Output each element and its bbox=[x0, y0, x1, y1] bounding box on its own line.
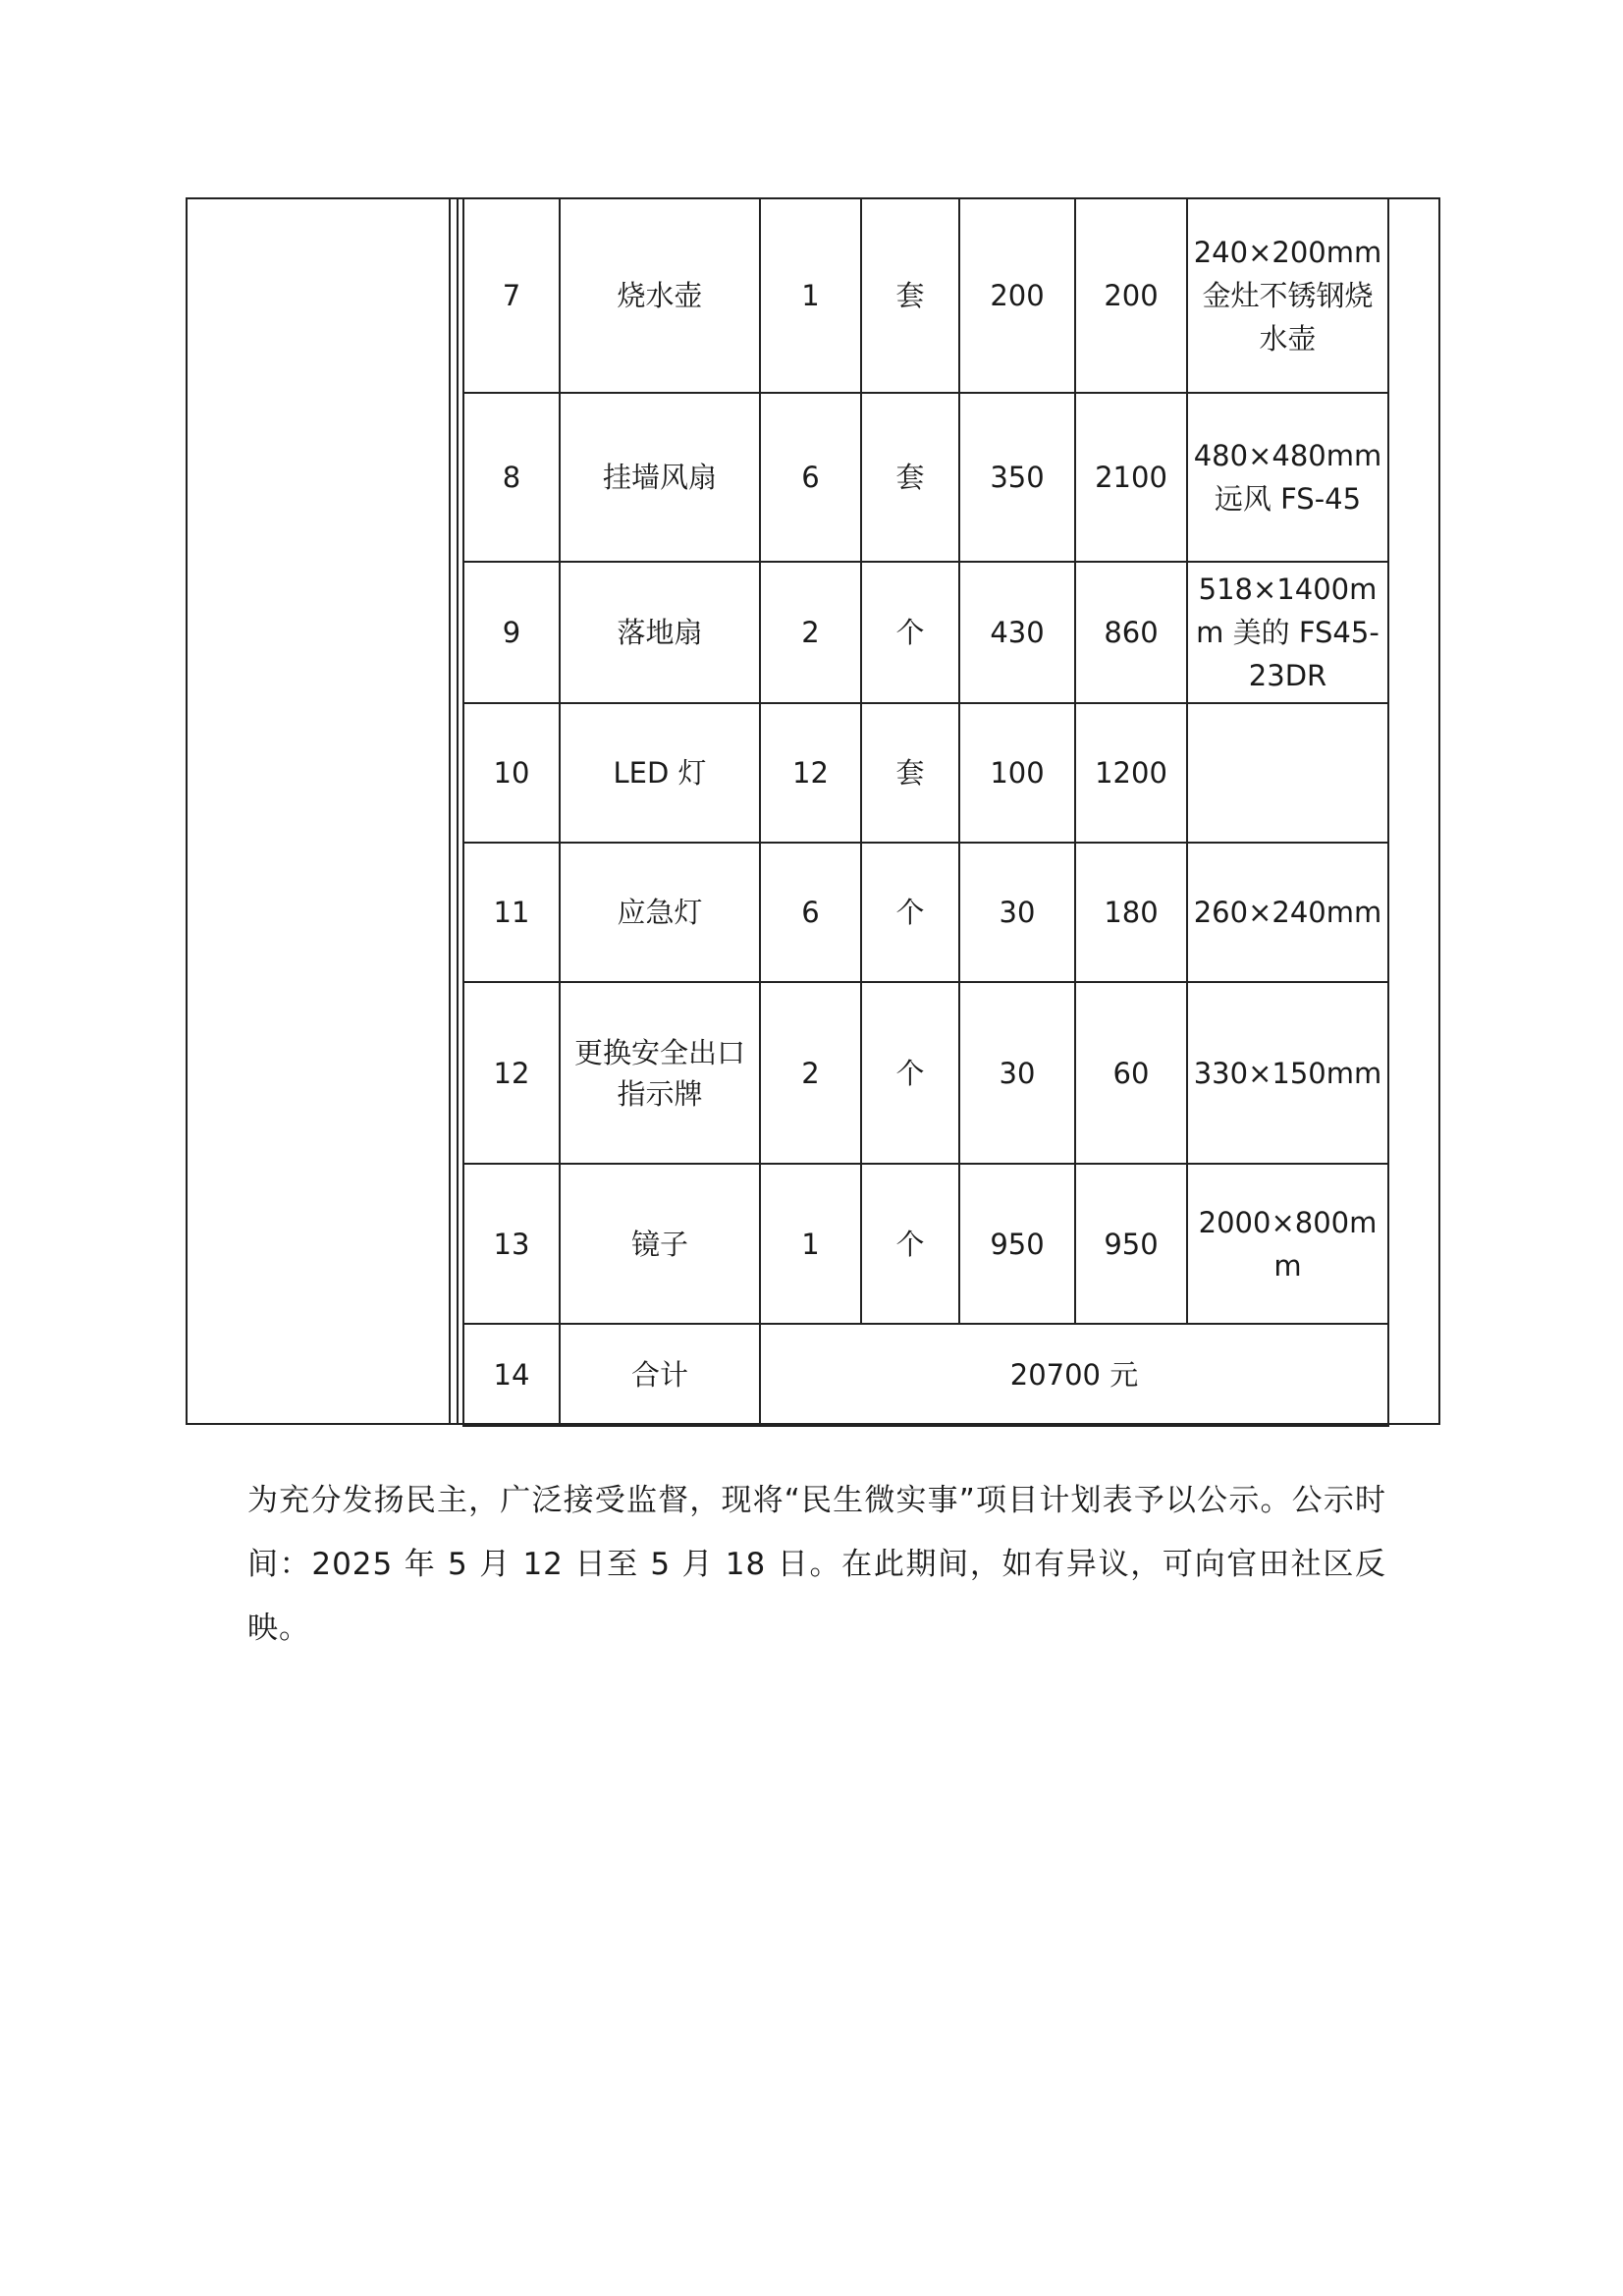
item-amount: 950 bbox=[1075, 1164, 1187, 1324]
item-no: 11 bbox=[463, 843, 560, 982]
item-unit: 个 bbox=[861, 982, 959, 1164]
item-amount: 1200 bbox=[1075, 703, 1187, 843]
item-price: 30 bbox=[959, 843, 1075, 982]
item-name: 落地扇 bbox=[560, 562, 760, 703]
table-row bbox=[463, 393, 1388, 562]
item-no: 7 bbox=[463, 198, 560, 393]
table-row bbox=[463, 1164, 1388, 1324]
item-unit: 套 bbox=[861, 703, 959, 843]
item-amount: 60 bbox=[1075, 982, 1187, 1164]
item-unit: 个 bbox=[861, 1164, 959, 1324]
table-row bbox=[463, 198, 1388, 393]
item-qty: 1 bbox=[760, 1164, 861, 1324]
item-spec: 2000×800mm bbox=[1187, 1164, 1388, 1324]
item-spec: 240×200mm 金灶不锈钢烧水壶 bbox=[1187, 198, 1388, 393]
item-name: 挂墙风扇 bbox=[560, 393, 760, 562]
item-amount: 860 bbox=[1075, 562, 1187, 703]
item-price: 100 bbox=[959, 703, 1075, 843]
table-row bbox=[463, 562, 1388, 703]
item-price: 200 bbox=[959, 198, 1075, 393]
item-spec: 480×480mm 远风 FS-45 bbox=[1187, 393, 1388, 562]
items-table bbox=[462, 197, 1389, 1427]
item-qty: 6 bbox=[760, 393, 861, 562]
item-price: 350 bbox=[959, 393, 1075, 562]
item-no: 10 bbox=[463, 703, 560, 843]
item-name: 镜子 bbox=[560, 1164, 760, 1324]
item-unit: 个 bbox=[861, 843, 959, 982]
item-qty: 12 bbox=[760, 703, 861, 843]
item-name: 更换安全出口指示牌 bbox=[560, 982, 760, 1164]
item-name: 烧水壶 bbox=[560, 198, 760, 393]
item-price: 30 bbox=[959, 982, 1075, 1164]
item-qty: 2 bbox=[760, 562, 861, 703]
item-spec: 260×240mm bbox=[1187, 843, 1388, 982]
total-value: 20700 元 bbox=[760, 1324, 1388, 1426]
item-no: 13 bbox=[463, 1164, 560, 1324]
item-unit: 个 bbox=[861, 562, 959, 703]
item-name: 应急灯 bbox=[560, 843, 760, 982]
table-row bbox=[463, 703, 1388, 843]
item-spec: 518×1400mm 美的 FS45-23DR bbox=[1187, 562, 1388, 703]
item-no: 12 bbox=[463, 982, 560, 1164]
total-label: 合计 bbox=[560, 1324, 760, 1426]
item-name: LED 灯 bbox=[560, 703, 760, 843]
left-column-rule bbox=[449, 197, 451, 1425]
item-no: 8 bbox=[463, 393, 560, 562]
item-no: 9 bbox=[463, 562, 560, 703]
item-qty: 1 bbox=[760, 198, 861, 393]
table-row bbox=[463, 982, 1388, 1164]
item-amount: 180 bbox=[1075, 843, 1187, 982]
item-price: 430 bbox=[959, 562, 1075, 703]
item-amount: 2100 bbox=[1075, 393, 1187, 562]
total-row bbox=[463, 1324, 1388, 1426]
item-qty: 2 bbox=[760, 982, 861, 1164]
table-row bbox=[463, 843, 1388, 982]
item-amount: 200 bbox=[1075, 198, 1187, 393]
item-qty: 6 bbox=[760, 843, 861, 982]
item-price: 950 bbox=[959, 1164, 1075, 1324]
left-column-rule-inner bbox=[457, 197, 459, 1425]
item-spec bbox=[1187, 703, 1388, 843]
item-unit: 套 bbox=[861, 198, 959, 393]
item-unit: 套 bbox=[861, 393, 959, 562]
item-spec: 330×150mm bbox=[1187, 982, 1388, 1164]
total-no: 14 bbox=[463, 1324, 560, 1426]
notice-paragraph: 为充分发扬民主，广泛接受监督，现将“民生微实事”项目计划表予以公示。公示时间：2025 年 5 月 12 日至 5 月 18 日。在此期间，如有异议，可向官田社区反映。 bbox=[247, 1483, 1386, 1646]
